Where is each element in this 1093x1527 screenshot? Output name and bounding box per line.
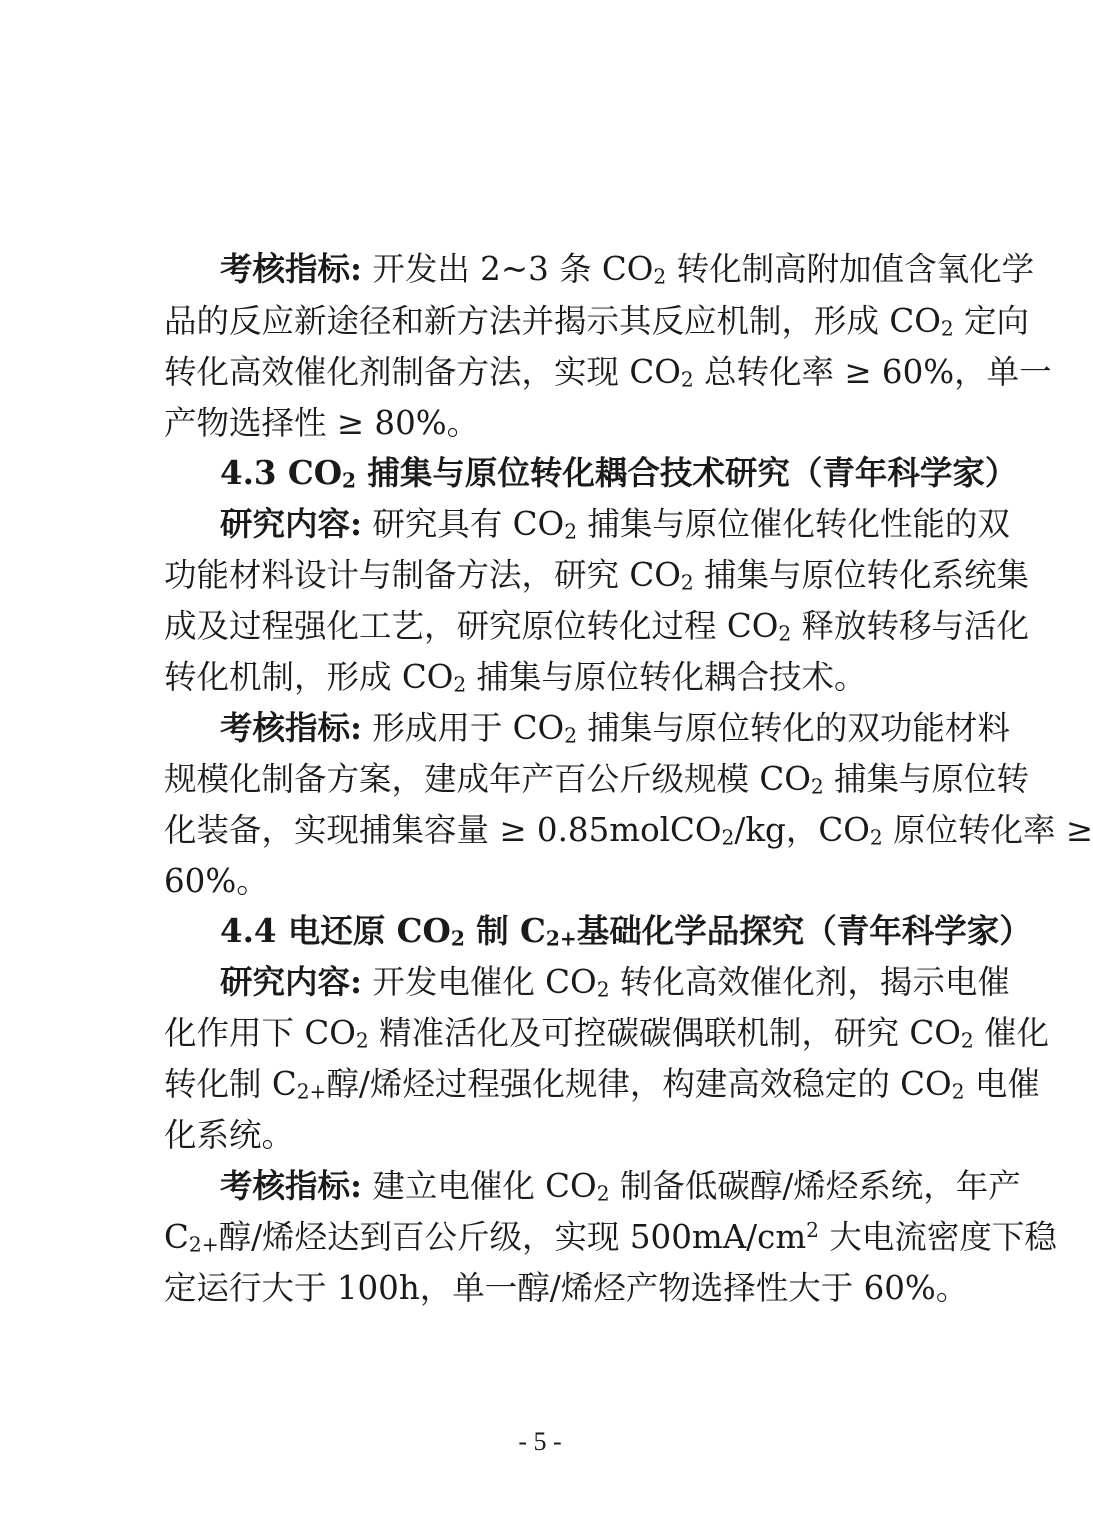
- research-label: 研究内容:: [220, 504, 362, 543]
- paragraph-research-4-3-line-1: 研究内容: 研究具有 $CO_2$ 捕集与原位催化转化性能的双: [220, 504, 1010, 544]
- page-number: - 5 -: [518, 1427, 562, 1456]
- section-heading-4-4: 4.4 电还原 $CO_2$ 制 $C_{2+}$基础化学品探究（青年科学家）: [220, 911, 1032, 951]
- paragraph-research-4-3-line-4: 转化机制，形成 $CO_2$ 捕集与原位转化耦合技术。: [164, 658, 867, 697]
- paragraph-assessment-1-line-2: 品的反应新途径和新方法并揭示其反应机制，形成 $CO_2$ 定向: [164, 302, 1030, 341]
- assessment-label: 考核指标:: [220, 1166, 362, 1205]
- paragraph-assessment-4-4-line-1: 考核指标: 建立电催化 $CO_2$ 制备低碳醇/烯烃系统，年产: [220, 1166, 1021, 1206]
- section-heading-4-3: 4.3 $CO_2$ 捕集与原位转化耦合技术研究（青年科学家）: [220, 453, 1018, 493]
- paragraph-research-4-3-line-2: 功能材料设计与制备方法，研究 $CO_2$ 捕集与原位转化系统集: [164, 556, 1030, 595]
- paragraph-assessment-4-4-line-2: $C_{2+}$醇/烯烃达到百公斤级，实现 $500mA/cm^2$ 大电流密度下稳: [164, 1217, 1057, 1257]
- paragraph-assessment-4-3-line-2: 规模化制备方案，建成年产百公斤级规模 $CO_2$ 捕集与原位转: [164, 760, 1030, 799]
- paragraph-assessment-4-3-line-1: 考核指标: 形成用于 $CO_2$ 捕集与原位转化的双功能材料: [220, 708, 1010, 748]
- paragraph-assessment-4-3-line-3: 化装备，实现捕集容量 ≥ 0.85molCO$_2$/kg，$CO_2$ 原位转化率 ≥: [164, 811, 1093, 850]
- research-label: 研究内容:: [220, 962, 362, 1001]
- assessment-label: 考核指标:: [220, 708, 362, 747]
- paragraph-assessment-4-4-line-3: 定运行大于 100h，单一醇/烯烃产物选择性大于 60%。: [164, 1269, 969, 1307]
- paragraph-assessment-1-line-3: 转化高效催化剂制备方法，实现 $CO_2$ 总转化率 ≥ 60%，单一: [164, 353, 1052, 392]
- paragraph-assessment-4-3-line-4: 60%。: [164, 862, 269, 900]
- assessment-label: 考核指标:: [220, 249, 362, 288]
- paragraph-research-4-4-line-4: 化系统。: [164, 1116, 295, 1154]
- paragraph-research-4-4-line-2: 化作用下 $CO_2$ 精准活化及可控碳碳偶联机制，研究 $CO_2$ 催化: [164, 1014, 1050, 1053]
- paragraph-assessment-1-line-4: 产物选择性 ≥ 80%。: [164, 404, 480, 442]
- paragraph-research-4-4-line-3: 转化制 $C_{2+}$醇/烯烃过程强化规律，构建高效稳定的 $CO_2$ 电催: [164, 1065, 1040, 1104]
- paragraph-assessment-1-line-1: 考核指标: 开发出 2~3 条 $CO_2$ 转化制高附加值含氧化学: [220, 249, 1035, 289]
- paragraph-research-4-3-line-3: 成及过程强化工艺，研究原位转化过程 $CO_2$ 释放转移与活化: [164, 607, 1030, 646]
- paragraph-research-4-4-line-1: 研究内容: 开发电催化 $CO_2$ 转化高效催化剂，揭示电催: [220, 962, 1010, 1002]
